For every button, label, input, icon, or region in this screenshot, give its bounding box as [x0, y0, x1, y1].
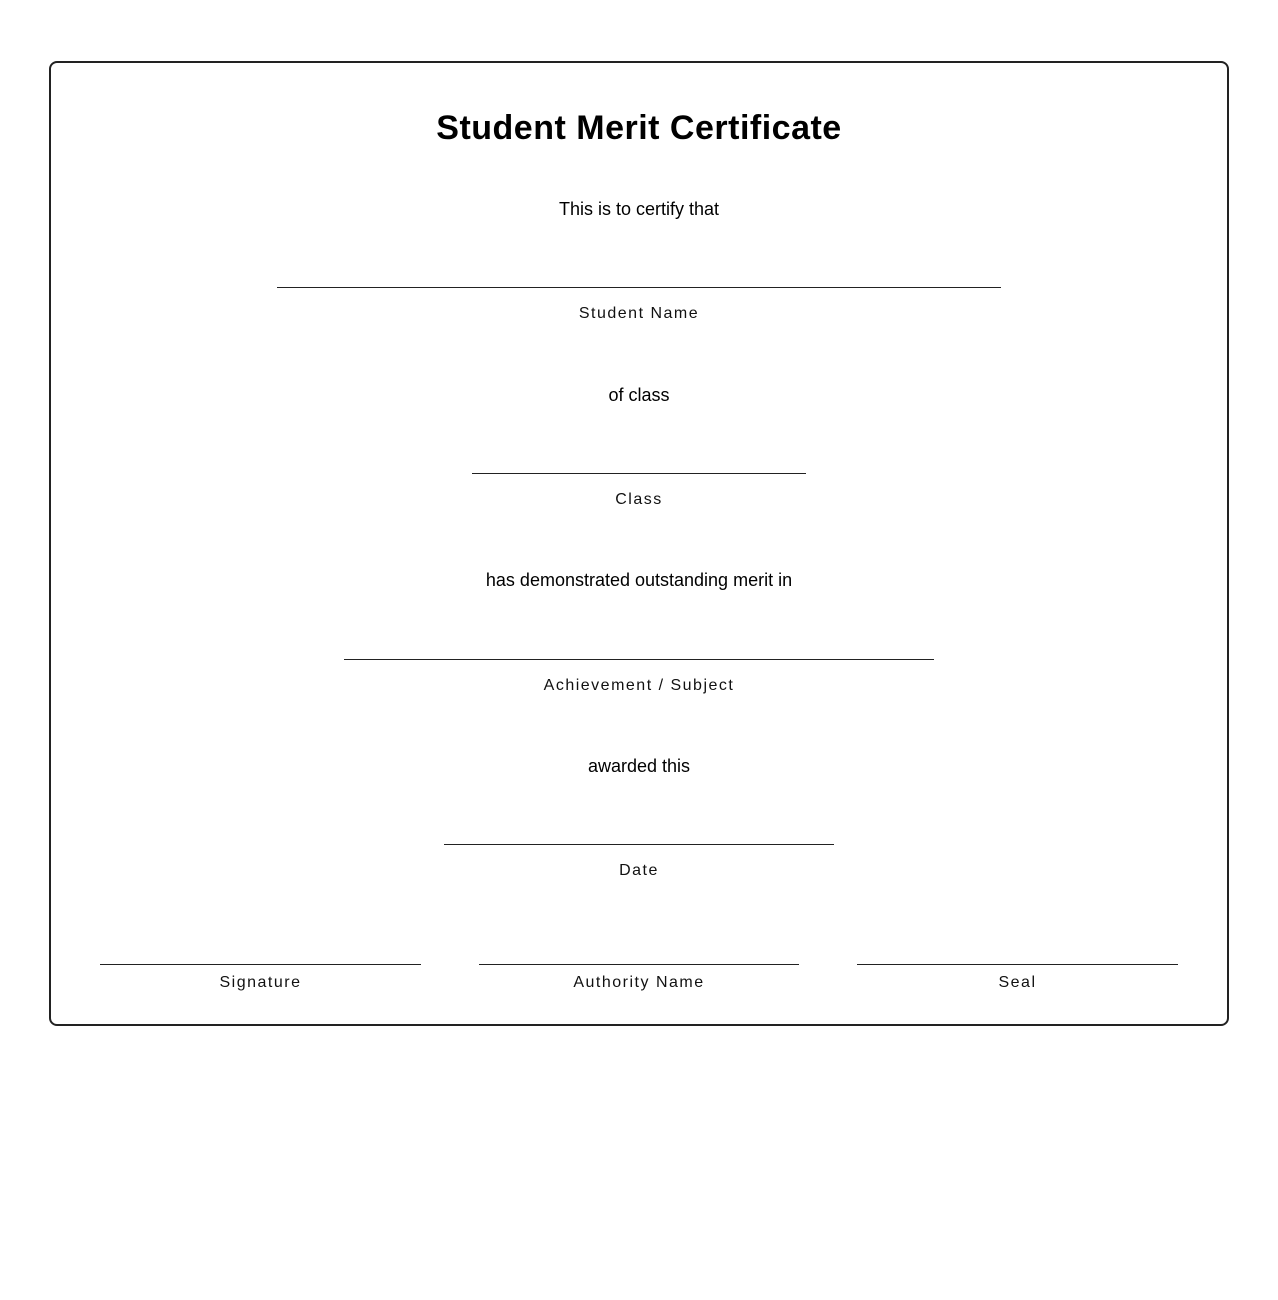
class-label: Class	[615, 491, 663, 508]
class-line[interactable]	[472, 473, 806, 474]
certificate-title: Student Merit Certificate	[436, 109, 842, 147]
date-label: Date	[619, 862, 659, 879]
authority-name-label: Authority Name	[573, 974, 705, 991]
intro-text: This is to certify that	[558, 199, 720, 219]
student-name-line[interactable]	[277, 287, 1001, 288]
seal-label: Seal	[998, 974, 1037, 991]
seal-line[interactable]	[857, 964, 1178, 965]
student-name-label: Student Name	[578, 305, 700, 322]
signature-line[interactable]	[100, 964, 421, 965]
awarded-text: awarded this	[587, 756, 691, 776]
signature-label: Signature	[219, 974, 302, 991]
achievement-line[interactable]	[344, 659, 934, 660]
date-line[interactable]	[444, 844, 834, 845]
of-class-text: of class	[608, 385, 670, 405]
achievement-label: Achievement / Subject	[543, 677, 735, 694]
merit-text: has demonstrated outstanding merit in	[485, 570, 793, 590]
authority-name-line[interactable]	[479, 964, 799, 965]
